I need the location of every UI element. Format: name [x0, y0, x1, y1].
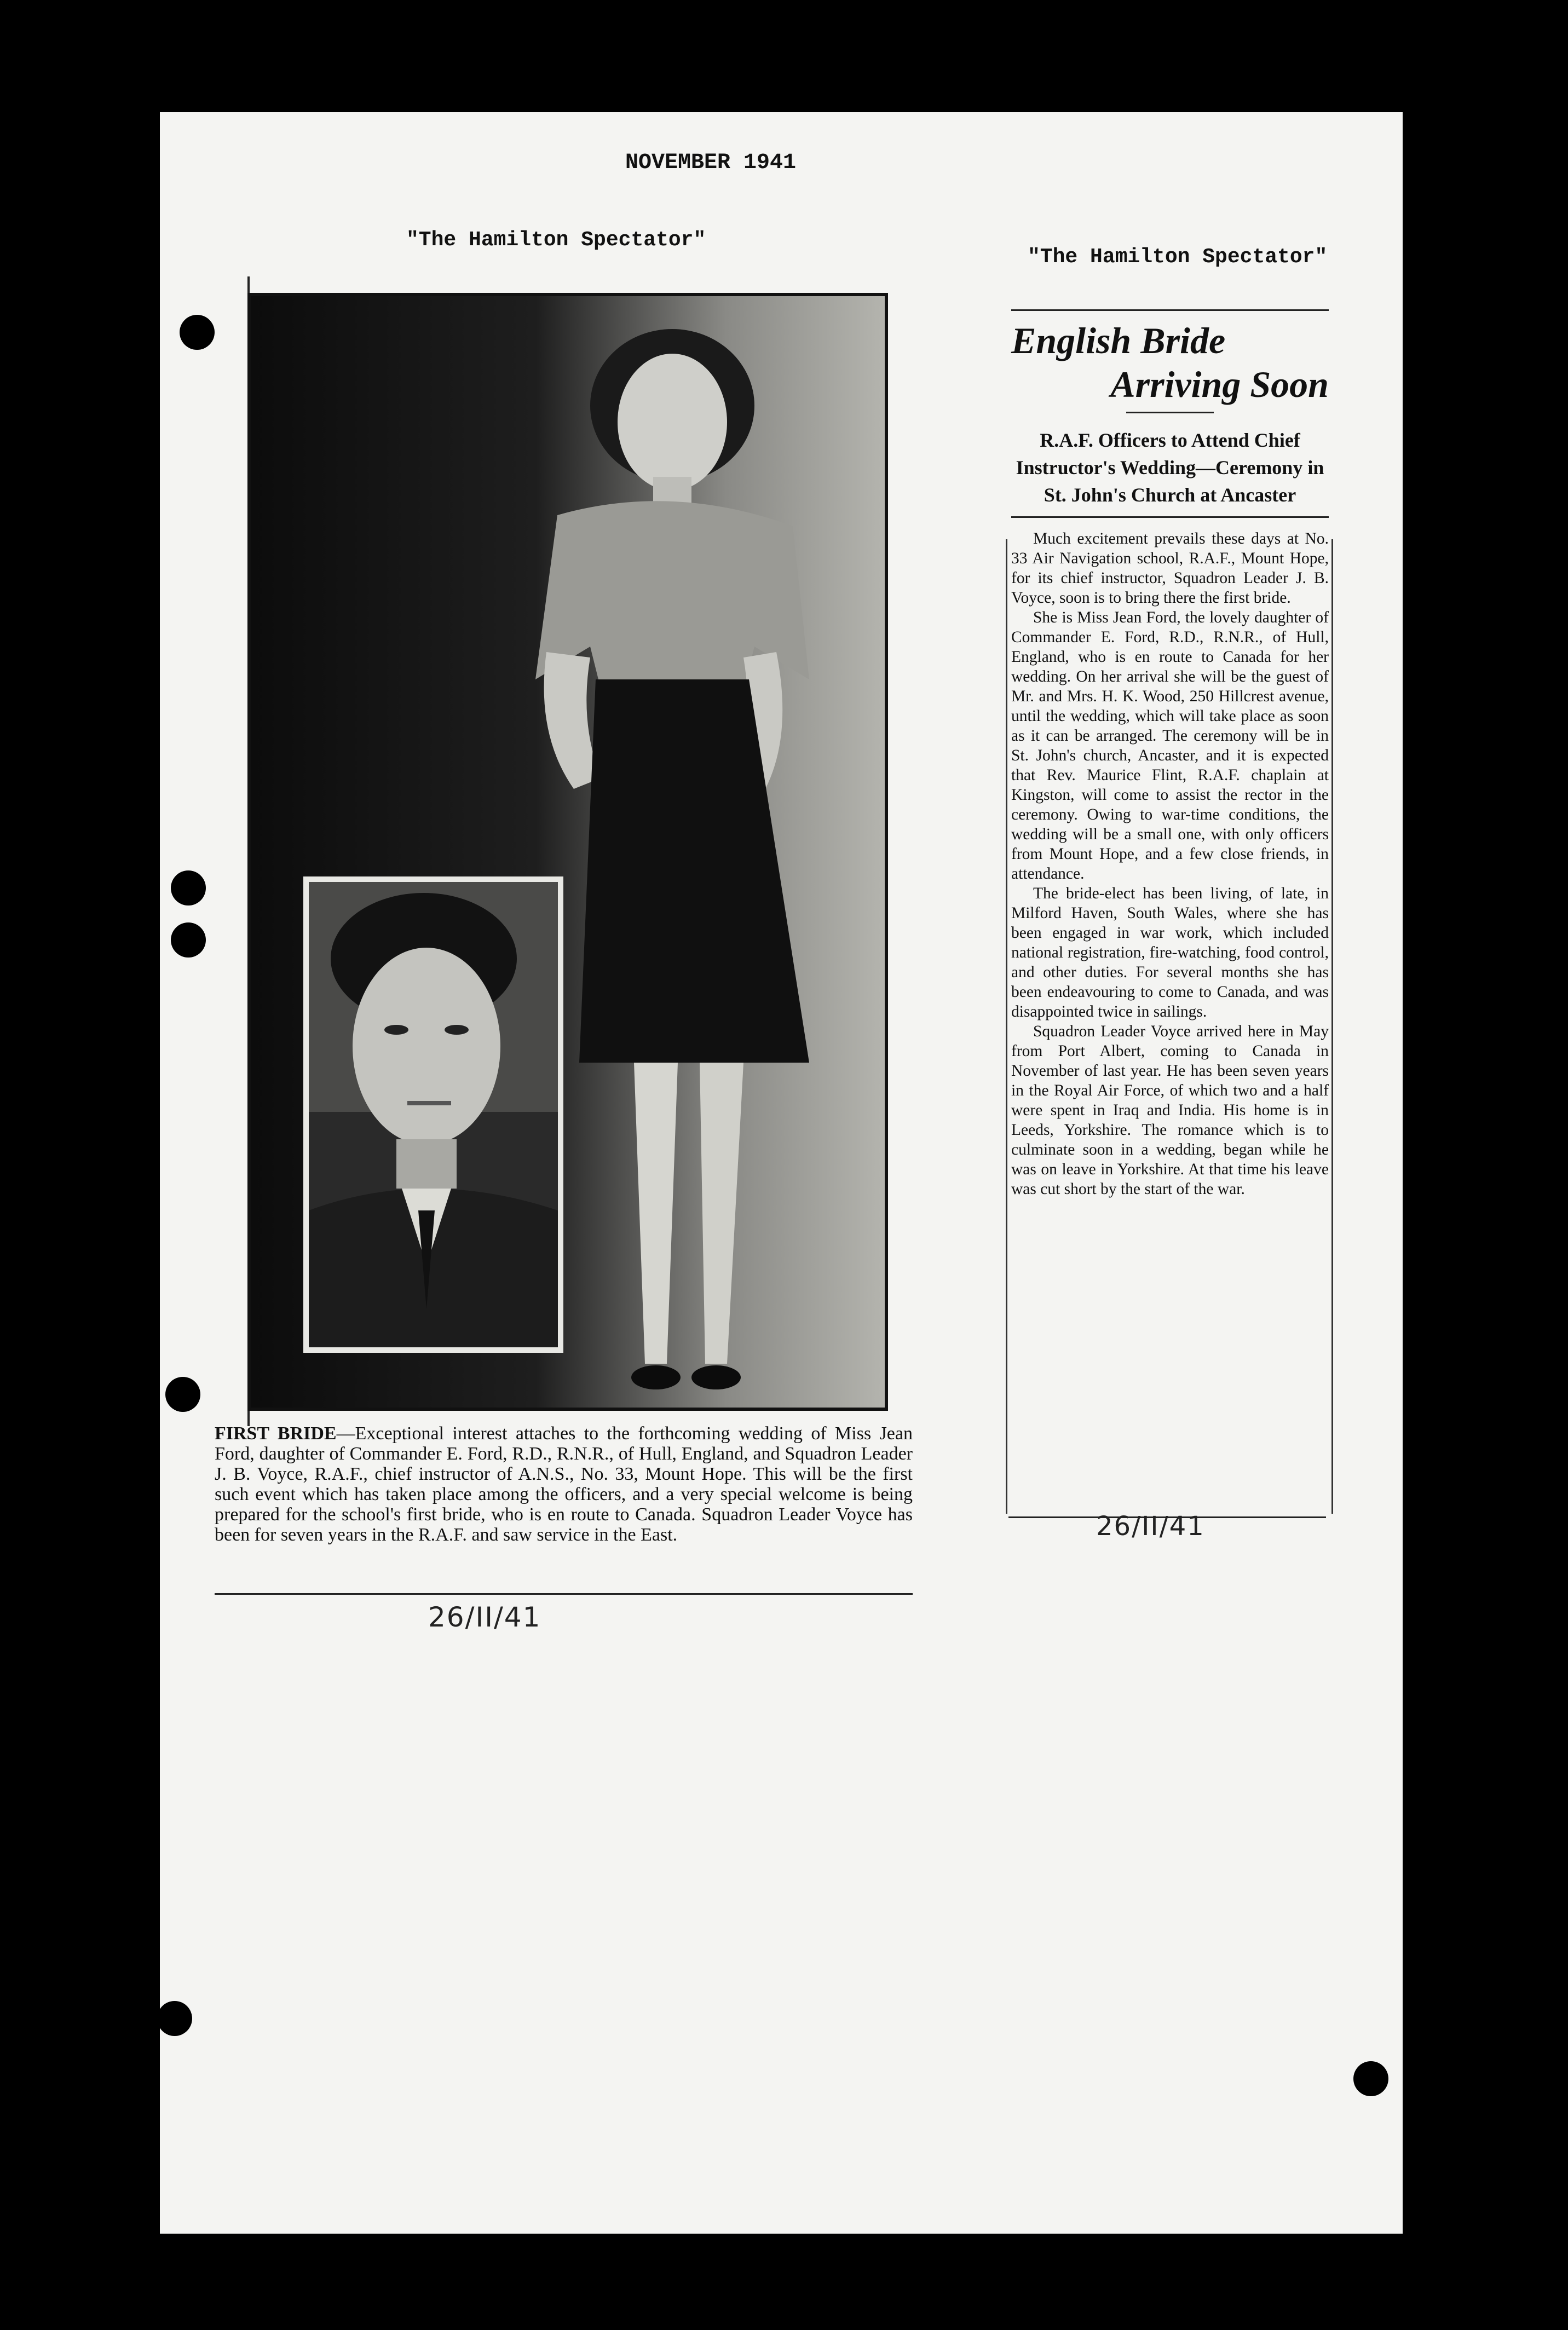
groom-photo-illustration [309, 882, 558, 1347]
page-date: NOVEMBER 1941 [625, 151, 797, 175]
punch-hole [171, 870, 206, 906]
article-right-border [1331, 539, 1333, 1514]
caption-lead: FIRST BRIDE [215, 1423, 337, 1444]
caption-divider [215, 1593, 913, 1595]
article-paragraph: Much excitement prevails these days at No. 33 Air Navigation school, R.A.F., Mount Hope, for its chief instructor, Squadron Leader J. B. Voyce, soon is to bring there the first bride. [1011, 530, 1329, 607]
punch-hole [171, 922, 206, 958]
article-left-border [1006, 539, 1007, 1514]
article-paragraph: She is Miss Jean Ford, the lovely daughter of Commander E. Ford, R.D., R.N.R., of Hull, England, who is en route to Canada for her wedding. On her arrival she will be the guest of Mr. and Mrs. H. K. Wood, 250 Hillcrest avenue, until the wedding, which will take place as soon as it can be arranged. The ceremony will be in St. John's church, Ancaster, and it is expected that Rev. Maurice Flint, R.A.F. chaplain at Kingston, will come to assist the rector in the ceremony. Owing to war-time conditions, the wedding will be a small one, with only officers from Mount Hope, and a few close friends, in attendance. [1011, 609, 1329, 883]
article-top-rule [1011, 309, 1329, 311]
source-label-left: "The Hamilton Spectator" [406, 228, 706, 252]
handwritten-date-right: 26/II/41 [1096, 1511, 1205, 1542]
subhead-divider [1011, 516, 1329, 518]
handwritten-date-left: 26/II/41 [428, 1601, 541, 1633]
headline-line-1: English Bride [1011, 320, 1226, 361]
source-label-right: "The Hamilton Spectator" [1028, 245, 1328, 269]
article-paragraph: The bride-elect has been living, of late, in Milford Haven, South Wales, where she has been engaged in war work, which included national registration, fire-watching, food control, and other duties. For several months she has been endeavouring to come to Canada, and was disappointed twice in sailings. [1011, 885, 1329, 1020]
punch-hole [157, 2001, 192, 2036]
photo-caption [215, 1423, 913, 1545]
article-headline [1011, 319, 1329, 406]
headline-line-2: Arriving Soon [1110, 364, 1329, 405]
article-subhead: R.A.F. Officers to Attend Chief Instructor's Wedding—Ceremony in St. John's Church at Ancaster [1016, 429, 1324, 506]
article-body [1011, 529, 1329, 1199]
newspaper-photo [247, 293, 888, 1411]
article-paragraph: Squadron Leader Voyce arrived here in May from Port Albert, coming to Canada in November of last year. He has been seven years in the Royal Air Force, of which two and a half were spent in Iraq and India. His home is in Leeds, Yorkshire. The romance which is to culminate soon in a wedding, began while he was on leave in Yorkshire. At that time his leave was cut short by the start of the war. [1011, 1023, 1329, 1198]
article-clipping [1011, 309, 1329, 1199]
punch-hole [165, 1377, 200, 1412]
punch-hole [180, 315, 215, 350]
scrapbook-page [160, 112, 1403, 2234]
punch-hole [1353, 2061, 1388, 2096]
headline-divider [1126, 412, 1214, 413]
caption-text: —Exceptional interest attaches to the forthcoming wedding of Miss Jean Ford, daughter of Commander E. Ford, R.D., R.N.R., of Hull, England, and Squadron Leader J. B. Voyce, R.A.F., chief instructor of A.N.S., No. 33, Mount Hope. This will be the first such event which has taken place among the officers, and a very special welcome is being prepared for the school's first bride, who is en route to Canada. Squadron Leader Voyce has been for seven years in the R.A.F. and saw service in the East. [215, 1423, 913, 1545]
groom-portrait-inset [303, 876, 563, 1353]
